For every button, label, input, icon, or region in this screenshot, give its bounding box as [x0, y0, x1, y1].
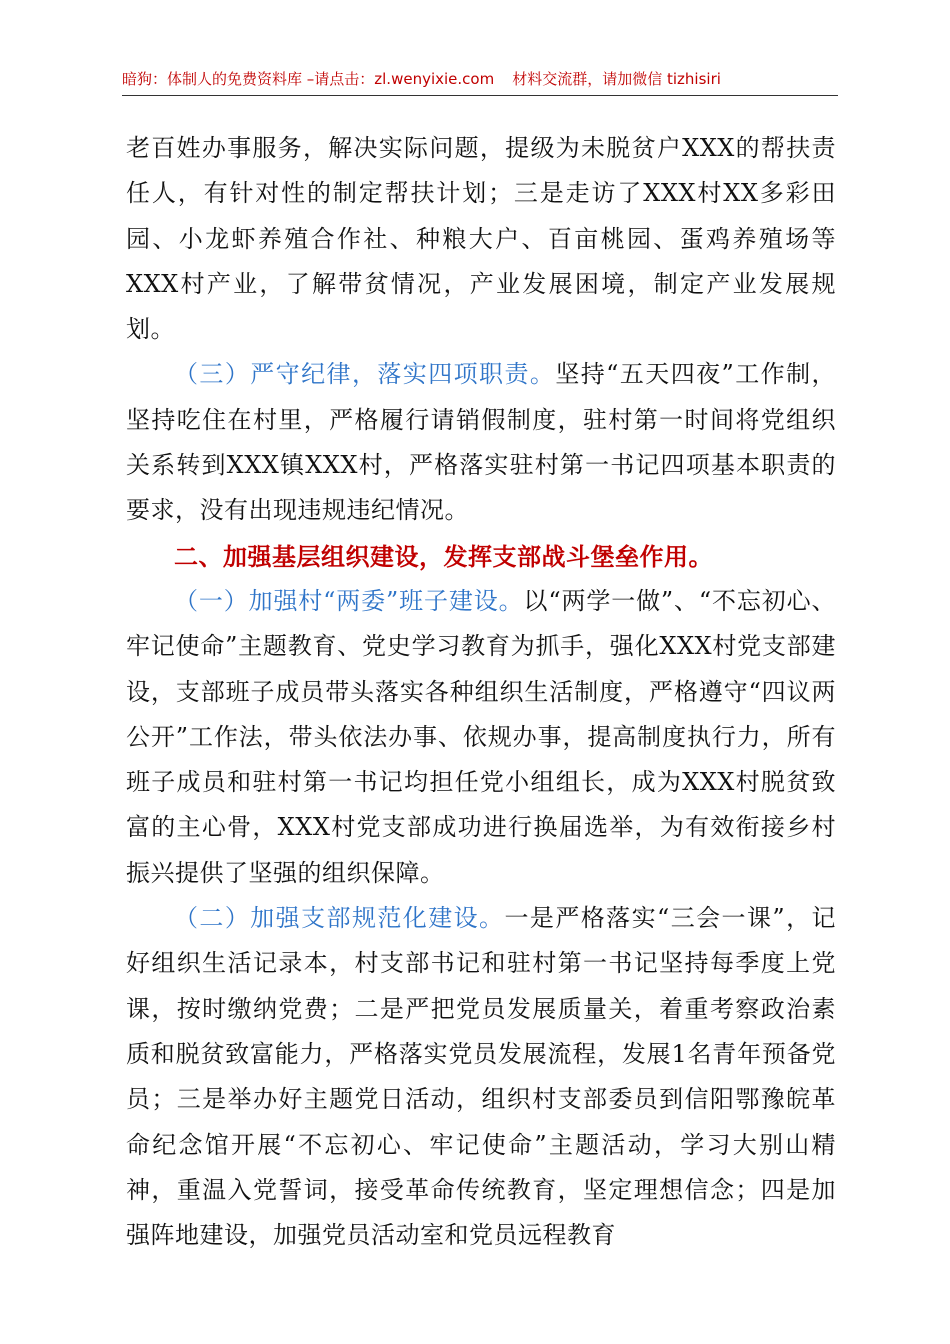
paragraph: （二）加强支部规范化建设。一是严格落实“三会一课”，记好组织生活记录本，村支部书记和驻村第一书记坚持每季度上党课，按时缴纳党费；二是严把党员发展质量关，着重考察政治素质和脱贫致富能力，严格落实党员发展流程，发展1名青年预备党员；三是举办好主题党日活动，组织村支部委员到信阳鄂豫皖革命纪念馆开展“不忘初心、牢记使命”主题活动，学习大别山精神，重温入党誓词，接受革命传统教育，坚定理想信念；四是加强阵地建设，加强党员活动室和党员远程教育 [126, 904, 836, 1250]
paragraph: 老百姓办事服务，解决实际问题，提级为未脱贫户XXX的帮扶责任人，有针对性的制定帮扶计划；三是走访了XXX村XX多彩田园、小龙虾养殖合作社、种粮大户、百亩桃园、蛋鸡养殖场等XXX村产业，了解带贫情况，产业发展困境，制定产业发展规划。 [126, 134, 836, 344]
paragraph: （一）加强村“两委”班子建设。以“两学一做”、“不忘初心、牢记使命”主题教育、党史学习教育为抓手，强化XXX村党支部建设，支部班子成员带头落实各种组织生活制度，严格遵守“四议两公开”工作法，带头依法办事、依规办事，提高制度执行力，所有班子成员和驻村第一书记均担任党小组组长，成为XXX村脱贫致富的主心骨，XXX村党支部成功进行换届选举，为有效衔接乡村振兴提供了坚强的组织保障。 [126, 586, 837, 887]
header-divider [122, 95, 838, 96]
chapter-heading: 二、加强基层组织建设，发挥支部战斗堡垒作用。 [174, 541, 713, 571]
section-heading: （一）加强村“两委”班子建设。 [174, 586, 524, 615]
section-heading: （二）加强支部规范化建设。 [174, 904, 505, 933]
header-left-text: 暗狗：体制人的免费资料库 –请点击：zl.wenyixie.com [122, 70, 495, 88]
document-body [126, 126, 836, 1258]
header-right-text: 材料交流群，请加微信 tizhisiri [512, 70, 721, 88]
section-heading: （三）严守纪律，落实四项职责。 [174, 360, 556, 389]
paragraph: （三）严守纪律，落实四项职责。坚持“五天四夜”工作制，坚持吃住在村里，严格履行请销假制度，驻村第一时间将党组织关系转到XXX镇XXX村，严格落实驻村第一书记四项基本职责的要求，没有出现违规违纪情况。 [126, 360, 837, 525]
page-header [122, 68, 838, 89]
